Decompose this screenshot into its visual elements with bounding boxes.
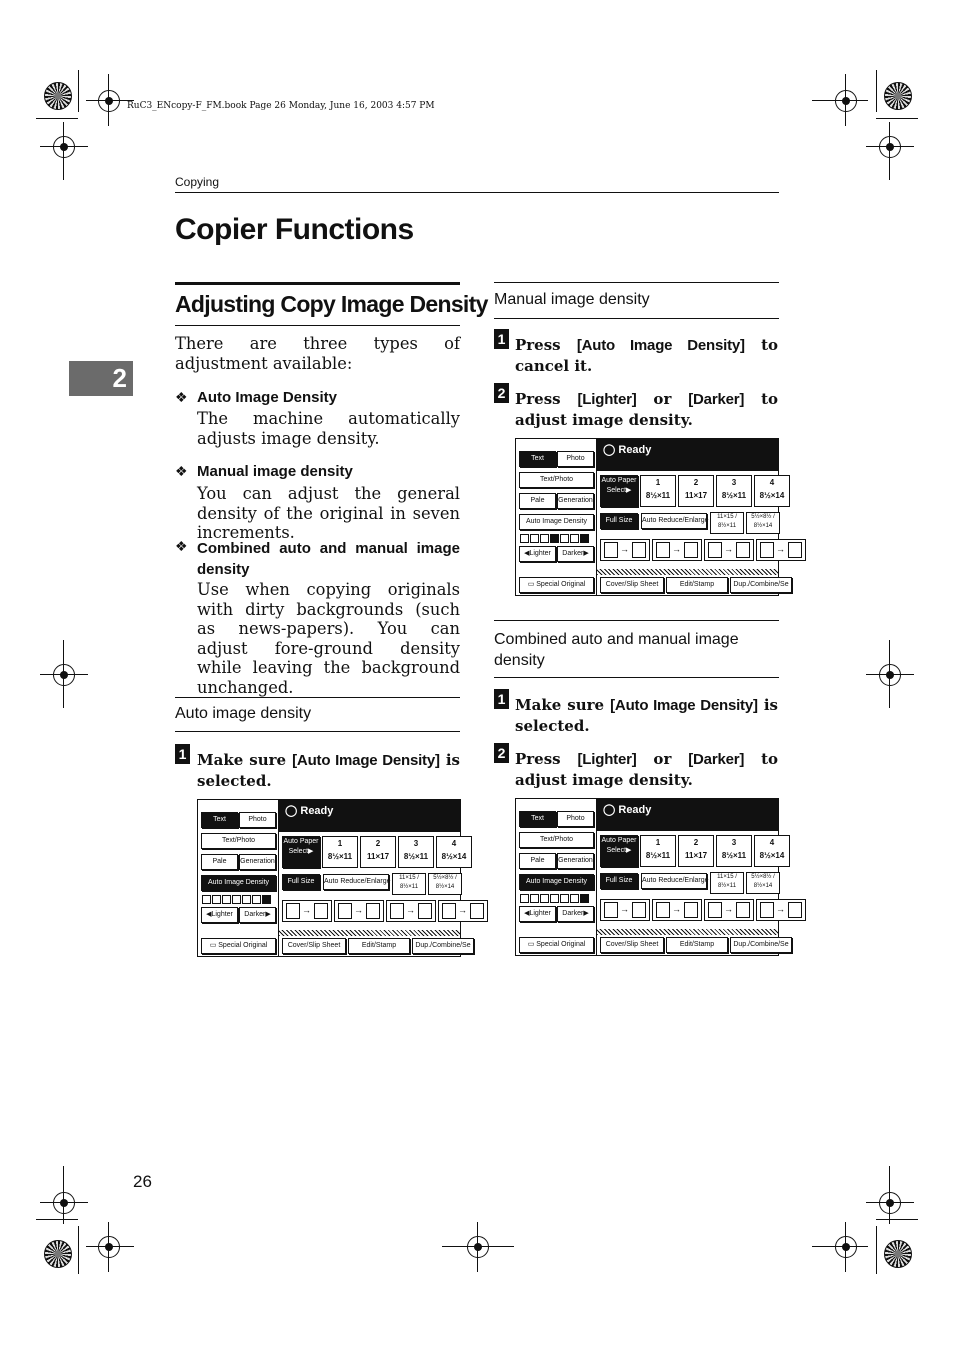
pale-mode-button[interactable]: Pale [519, 853, 556, 869]
density-level-indicator [550, 534, 559, 543]
section-rule-top [175, 282, 460, 285]
page-icon [632, 902, 646, 918]
step-text-post: to adjust image density. [515, 390, 779, 429]
paper-tray-button[interactable] [360, 836, 396, 868]
text-mode-button[interactable]: Text [201, 812, 238, 828]
page-number: 26 [133, 1172, 152, 1191]
panel-right-area [597, 799, 789, 955]
crop-line [108, 1222, 109, 1272]
crop-line [812, 1246, 868, 1247]
photo-mode-button[interactable]: Photo [557, 811, 594, 827]
duplex-mode-button[interactable] [652, 899, 702, 921]
status-text: ◯ Ready [603, 444, 652, 456]
crop-line [36, 1219, 78, 1220]
lighter-button[interactable]: ◀Lighter [519, 546, 556, 562]
text-photo-mode-button[interactable]: Text/Photo [201, 833, 276, 849]
ratio-button[interactable]: 11×15 / 8½×11 [392, 873, 426, 895]
darker-button[interactable]: Darker▶ [557, 906, 594, 922]
sub-rule-top [494, 282, 779, 283]
auto-paper-select-button[interactable]: Auto Paper Select▶ [282, 836, 320, 868]
density-level-indicator [570, 894, 579, 903]
registration-mark [879, 664, 901, 686]
paper-tray-button[interactable] [322, 836, 358, 868]
diamond-bullet-icon: ❖ [175, 464, 188, 480]
density-level-indicator [222, 895, 231, 904]
paper-tray-button[interactable] [754, 475, 790, 507]
key-lighter: [Lighter] [577, 391, 637, 408]
generation-mode-button[interactable]: Generation [239, 854, 276, 870]
ratio-button[interactable]: 5½×8½ / 8½×14 [746, 512, 780, 534]
density-level-indicator [540, 894, 549, 903]
step-number: 1 [494, 329, 509, 349]
key-darker: [Darker] [688, 751, 745, 768]
duplex-mode-button[interactable] [756, 899, 806, 921]
page-icon [656, 542, 670, 558]
step-text [197, 750, 460, 791]
panel-left-column [516, 439, 597, 595]
diamond-bullet-icon: ❖ [175, 390, 188, 406]
density-level-indicator [262, 895, 271, 904]
paper-size: 8½×11 [721, 491, 747, 500]
original-icon: ▭ [527, 581, 537, 588]
crop-line [876, 1226, 877, 1274]
crop-line [866, 1202, 914, 1203]
ratio-button[interactable]: 5½×8½ / 8½×14 [428, 873, 462, 895]
arrow-icon: → [458, 905, 467, 915]
sub-rule-top [494, 620, 779, 621]
duplex-mode-button[interactable] [704, 539, 754, 561]
edit-stamp-button[interactable]: Edit/Stamp [666, 937, 728, 953]
density-level-indicator [202, 895, 211, 904]
tray-number: 1 [655, 478, 661, 487]
tray-number: 2 [693, 838, 699, 847]
photo-mode-button[interactable]: Photo [239, 812, 276, 828]
generation-mode-button[interactable]: Generation [557, 493, 594, 509]
tray-number: 3 [731, 838, 737, 847]
hatched-separator [597, 929, 778, 935]
full-size-button[interactable]: Full Size [600, 873, 638, 889]
section-heading: Adjusting Copy Image Density [175, 291, 488, 317]
sub-heading-combined: Combined auto and manual image density [494, 631, 739, 669]
page-title: Copier Functions [175, 213, 414, 246]
step-number: 2 [494, 383, 509, 403]
dup-combine-button[interactable]: Dup./Combine/Se [730, 577, 792, 593]
pale-mode-button[interactable]: Pale [519, 493, 556, 509]
file-header: RuC3_ENcopy-F_FM.book Page 26 Monday, June 16, 2003 4:57 PM [127, 101, 435, 111]
crop-line [108, 74, 109, 126]
paper-size: 8½×11 [645, 491, 671, 500]
auto-reduce-enlarge-button[interactable]: Auto Reduce/Enlarge [641, 513, 707, 529]
step-text [515, 389, 778, 430]
lighter-button[interactable]: ◀Lighter [519, 906, 556, 922]
duplex-mode-button[interactable] [704, 899, 754, 921]
ratio-button[interactable]: 11×15 / 8½×11 [710, 512, 744, 534]
registration-mark [53, 664, 75, 686]
arrow-icon: → [672, 904, 681, 914]
panel-left-column [516, 799, 597, 955]
tray-number: 4 [451, 839, 457, 848]
crop-line [889, 122, 890, 180]
darker-button[interactable]: Darker▶ [239, 907, 276, 923]
ready-icon: ◯ [603, 444, 619, 456]
step-text-pre: Press [515, 390, 578, 408]
page-icon [366, 903, 380, 919]
sub-rule-top [175, 697, 460, 698]
step-text-post: is selected. [197, 751, 460, 790]
crop-line [63, 1166, 64, 1224]
registration-mark [98, 1236, 120, 1258]
status-text: ◯ Ready [603, 804, 652, 816]
step-text-post: to adjust image density. [515, 750, 779, 789]
lighter-button[interactable]: ◀Lighter [201, 907, 238, 923]
crop-line [477, 1222, 478, 1272]
density-level-indicator [580, 894, 589, 903]
paper-size: 8½×11 [721, 851, 747, 860]
density-level-indicator [570, 534, 579, 543]
crop-line [442, 1246, 514, 1247]
arrow-icon: → [620, 904, 629, 914]
step-text-pre: Press [515, 336, 577, 354]
duplex-mode-button[interactable] [282, 900, 332, 922]
step-text-post: is selected. [515, 696, 778, 735]
paper-size: 11×17 [366, 852, 390, 861]
paper-size: 8½×14 [759, 491, 785, 500]
duplex-mode-button[interactable] [600, 539, 650, 561]
density-level-indicator [530, 894, 539, 903]
ready-icon: ◯ [603, 804, 619, 816]
density-level-indicator [242, 895, 251, 904]
crop-line [876, 70, 877, 112]
darker-arrow-icon: ▶ [265, 911, 271, 918]
text-mode-button[interactable]: Text [519, 811, 556, 827]
text-mode-button[interactable]: Text [519, 451, 556, 467]
crop-line [876, 1219, 918, 1220]
status-text: ◯ Ready [285, 805, 334, 817]
density-level-indicator [560, 894, 569, 903]
crop-line [40, 146, 88, 147]
page-icon [736, 542, 750, 558]
paper-size: 11×17 [684, 851, 708, 860]
crop-line [63, 640, 64, 708]
special-original-button[interactable]: ▭ Special Original [201, 938, 276, 954]
step-text-pre: Make sure [515, 696, 611, 714]
density-level-indicator [520, 534, 529, 543]
page-icon [604, 902, 618, 918]
copier-control-panel [515, 798, 789, 956]
edit-stamp-button[interactable]: Edit/Stamp [348, 938, 410, 954]
crop-line [889, 640, 890, 708]
darker-arrow-icon: ▶ [583, 910, 589, 917]
step-text [515, 335, 778, 376]
page-icon [390, 903, 404, 919]
registration-mark [53, 1192, 75, 1214]
density-level-indicator [520, 894, 529, 903]
hatched-separator [279, 930, 460, 936]
copier-control-panel [197, 799, 471, 957]
registration-mark [53, 136, 75, 158]
item-label-combined: Combined auto and manual image density [197, 540, 460, 578]
step-number: 1 [175, 744, 190, 764]
registration-sunburst-top-right [884, 82, 912, 110]
hatched-separator [597, 569, 778, 575]
crop-line [866, 146, 914, 147]
crop-line [812, 100, 868, 101]
page-icon [632, 542, 646, 558]
item-text-manual: You can adjust the general density of the original in seven increments. [197, 484, 460, 543]
intro-paragraph: There are three types of adjustment available: [175, 334, 460, 373]
paper-size: 8½×11 [327, 852, 353, 861]
crop-line [78, 70, 79, 112]
lighter-arrow-icon: ◀ [524, 910, 530, 917]
sub-heading-auto: Auto image density [175, 705, 312, 722]
page-icon [708, 902, 722, 918]
arrow-icon: → [724, 904, 733, 914]
full-size-button[interactable]: Full Size [282, 874, 320, 890]
darker-button[interactable]: Darker▶ [557, 546, 594, 562]
registration-sunburst-top-left [44, 82, 72, 110]
duplex-mode-button[interactable] [756, 539, 806, 561]
auto-image-density-button[interactable]: Auto Image Density [519, 514, 594, 530]
status-bar [597, 799, 778, 831]
page-icon [760, 542, 774, 558]
duplex-mode-button[interactable] [386, 900, 436, 922]
photo-mode-button[interactable]: Photo [557, 451, 594, 467]
page-icon [788, 542, 802, 558]
diamond-bullet-icon: ❖ [175, 539, 188, 555]
crop-line [78, 1226, 79, 1274]
arrow-icon: → [406, 905, 415, 915]
panel-right-area [279, 800, 471, 956]
key-lighter: [Lighter] [577, 751, 637, 768]
arrow-icon: → [724, 544, 733, 554]
header-rule [175, 192, 779, 193]
page-icon [684, 542, 698, 558]
sub-rule-bottom [494, 318, 779, 319]
page-icon [418, 903, 432, 919]
edit-stamp-button[interactable]: Edit/Stamp [666, 577, 728, 593]
paper-size: 8½×14 [759, 851, 785, 860]
density-level-indicator [550, 894, 559, 903]
tray-number: 1 [337, 839, 343, 848]
key-darker: [Darker] [688, 391, 745, 408]
tray-number: 4 [769, 478, 775, 487]
item-label-manual: Manual image density [197, 463, 353, 480]
auto-paper-select-button[interactable]: Auto Paper Select▶ [600, 835, 638, 867]
status-bar [597, 439, 778, 471]
ratio-button[interactable]: 5½×8½ / 8½×14 [746, 872, 780, 894]
registration-mark [879, 1192, 901, 1214]
page-icon [604, 542, 618, 558]
step-text-pre: Press [515, 750, 578, 768]
crop-line [40, 1202, 88, 1203]
key-auto-image-density: [Auto Image Density] [292, 752, 440, 769]
paper-tray-button[interactable] [640, 835, 676, 867]
tray-number: 3 [413, 839, 419, 848]
key-auto-image-density: [Auto Image Density] [576, 337, 745, 354]
cover-slip-sheet-button[interactable]: Cover/Slip Sheet [600, 937, 664, 953]
special-original-button[interactable]: ▭ Special Original [519, 937, 594, 953]
section-rule-bottom [175, 325, 460, 326]
generation-mode-button[interactable]: Generation [557, 853, 594, 869]
sub-rule-bottom [175, 731, 460, 732]
status-bar [279, 800, 460, 832]
page-icon [684, 902, 698, 918]
registration-mark [835, 90, 857, 112]
auto-paper-select-button[interactable]: Auto Paper Select▶ [600, 475, 638, 507]
crop-line [889, 1166, 890, 1224]
density-level-indicator [212, 895, 221, 904]
step-text [515, 749, 778, 790]
paper-size: 8½×14 [441, 852, 467, 861]
arrow-icon: → [620, 544, 629, 554]
page-icon [736, 902, 750, 918]
dup-combine-button[interactable]: Dup./Combine/Se [412, 938, 474, 954]
paper-size: 11×17 [684, 491, 708, 500]
page-icon [286, 903, 300, 919]
tray-number: 2 [693, 478, 699, 487]
registration-sunburst-bottom-left [44, 1240, 72, 1268]
sub-heading-manual: Manual image density [494, 291, 650, 308]
auto-image-density-button[interactable]: Auto Image Density [201, 875, 276, 891]
step-number: 2 [494, 743, 509, 763]
paper-tray-button[interactable] [754, 835, 790, 867]
auto-image-density-button[interactable]: Auto Image Density [519, 874, 594, 890]
density-level-indicator [530, 534, 539, 543]
density-level-indicator [252, 895, 261, 904]
duplex-mode-button[interactable] [600, 899, 650, 921]
paper-tray-button[interactable] [716, 835, 752, 867]
paper-tray-button[interactable] [716, 475, 752, 507]
ratio-button[interactable]: 11×15 / 8½×11 [710, 872, 744, 894]
paper-tray-button[interactable] [678, 475, 714, 507]
chapter-tab: 2 [69, 361, 133, 396]
step-number: 1 [494, 689, 509, 709]
auto-reduce-enlarge-button[interactable]: Auto Reduce/Enlarge [641, 873, 707, 889]
full-size-button[interactable]: Full Size [600, 513, 638, 529]
crop-line [86, 1246, 134, 1247]
paper-tray-button[interactable] [678, 835, 714, 867]
page-icon [314, 903, 328, 919]
registration-mark [835, 1236, 857, 1258]
auto-reduce-enlarge-button[interactable]: Auto Reduce/Enlarge [323, 874, 389, 890]
step-text-pre: Make sure [197, 751, 293, 769]
density-level-indicator [560, 534, 569, 543]
density-level-indicator [540, 534, 549, 543]
copier-control-panel [515, 438, 789, 596]
crop-line [876, 118, 918, 119]
item-text-combined: Use when copying originals with dirty backgrounds (such as news-papers). You can adjust fore-ground density while leaving the background unchanged. [197, 580, 460, 697]
text-photo-mode-button[interactable]: Text/Photo [519, 832, 594, 848]
crop-line [36, 118, 78, 119]
lighter-arrow-icon: ◀ [206, 911, 212, 918]
arrow-icon: → [302, 905, 311, 915]
sub-rule-bottom [494, 677, 779, 678]
cover-slip-sheet-button[interactable]: Cover/Slip Sheet [600, 577, 664, 593]
pale-mode-button[interactable]: Pale [201, 854, 238, 870]
duplex-mode-button[interactable] [334, 900, 384, 922]
panel-left-column [198, 800, 279, 956]
arrow-icon: → [776, 904, 785, 914]
tray-number: 1 [655, 838, 661, 847]
page-icon [760, 902, 774, 918]
duplex-mode-button[interactable] [438, 900, 488, 922]
tray-number: 2 [375, 839, 381, 848]
registration-mark [467, 1236, 489, 1258]
page-icon [656, 902, 670, 918]
original-icon: ▭ [209, 942, 219, 949]
original-icon: ▭ [527, 941, 537, 948]
arrow-icon: → [776, 544, 785, 554]
crop-line [845, 1222, 846, 1272]
paper-tray-button[interactable] [398, 836, 434, 868]
ready-icon: ◯ [285, 805, 301, 817]
paper-size: 8½×11 [403, 852, 429, 861]
density-level-indicator [232, 895, 241, 904]
panel-right-area [597, 439, 789, 595]
special-original-button[interactable]: ▭ Special Original [519, 577, 594, 593]
text-photo-mode-button[interactable]: Text/Photo [519, 472, 594, 488]
step-text [515, 695, 778, 736]
paper-size: 8½×11 [645, 851, 671, 860]
crop-line [40, 674, 88, 675]
dup-combine-button[interactable]: Dup./Combine/Se [730, 937, 792, 953]
arrow-icon: → [672, 544, 681, 554]
page-icon [788, 902, 802, 918]
duplex-mode-button[interactable] [652, 539, 702, 561]
step-text-mid: or [636, 750, 689, 768]
lighter-arrow-icon: ◀ [524, 550, 530, 557]
running-head: Copying [175, 175, 220, 189]
crop-line [63, 122, 64, 180]
density-level-indicator [580, 534, 589, 543]
tray-number: 3 [731, 478, 737, 487]
registration-mark [879, 136, 901, 158]
crop-line [845, 74, 846, 126]
tray-number: 4 [769, 838, 775, 847]
item-text-auto: The machine automatically adjusts image density. [197, 409, 460, 448]
crop-line [866, 674, 914, 675]
step-text-post: to cancel it. [515, 336, 779, 375]
page-icon [470, 903, 484, 919]
cover-slip-sheet-button[interactable]: Cover/Slip Sheet [282, 938, 346, 954]
registration-mark [98, 90, 120, 112]
page-icon [708, 542, 722, 558]
key-auto-image-density: [Auto Image Density] [610, 697, 758, 714]
registration-sunburst-bottom-right [884, 1240, 912, 1268]
step-text-mid: or [636, 390, 689, 408]
arrow-icon: → [354, 905, 363, 915]
page-icon [338, 903, 352, 919]
paper-tray-button[interactable] [436, 836, 472, 868]
darker-arrow-icon: ▶ [583, 550, 589, 557]
page-icon [442, 903, 456, 919]
item-label-auto: Auto Image Density [197, 389, 338, 406]
paper-tray-button[interactable] [640, 475, 676, 507]
